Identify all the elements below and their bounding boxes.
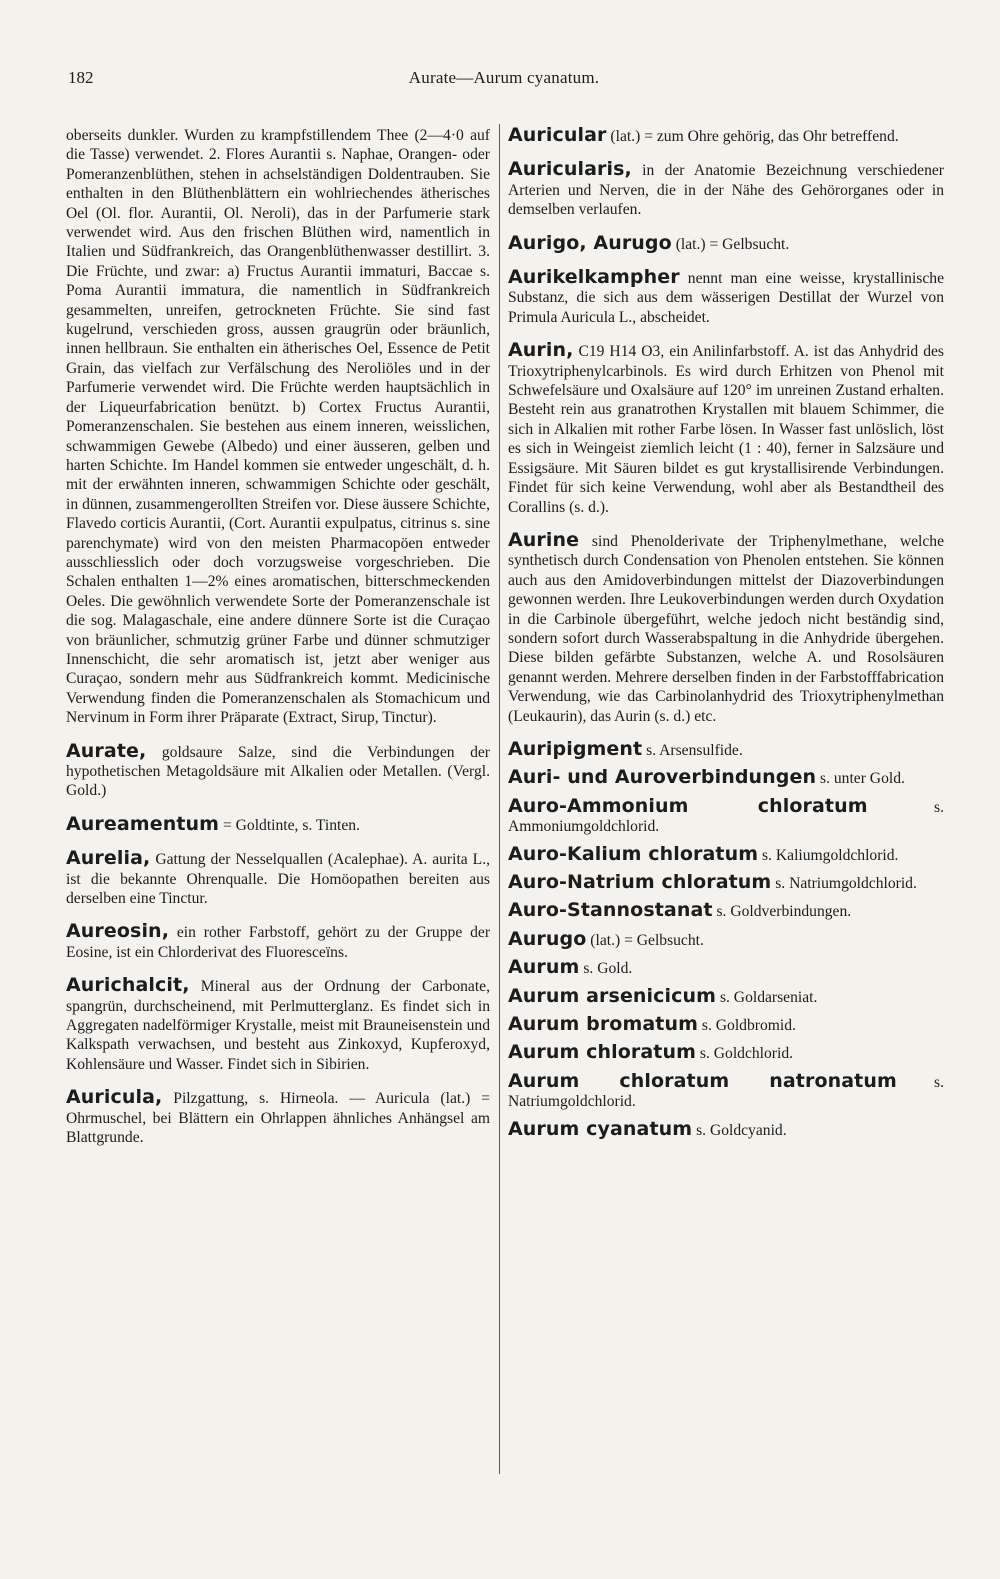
column-divider xyxy=(499,124,500,1474)
entry-aurum-bromatum xyxy=(508,1015,944,1035)
entry-auri-auroverbindungen xyxy=(508,768,944,788)
headword: Auricula, xyxy=(66,1086,163,1109)
entry-aurum-chloratum-natronatum xyxy=(508,1069,944,1112)
entry-text: s. Goldbromid. xyxy=(701,1017,796,1035)
page-header xyxy=(68,68,940,98)
headword: Aurum chloratum xyxy=(508,1041,696,1064)
entry-auricular xyxy=(508,126,944,146)
entry-text: s. Gold. xyxy=(583,960,633,978)
entry-text: Mineral aus der Ordnung der Carbonate, spangrün, durchscheinend, mit Perlmutterglanz. Es findet sich in Aggregaten nadelförmiger Krystalle, meist mit Brauneisenstein und Kalkspath verwachsen, und besteht aus Zinkoxyd, Kupferoxyd, Kohlensäure und Wasser. Findet sich in Sibirien. xyxy=(66,978,490,1073)
entry-text: C19 H14 O3, ein Anilinfarbstoff. A. ist das Anhydrid des Trioxytriphenylcarbinols. Es wird durch Erhitzen von Phenol mit Schwefelsäure und Oxalsäure auf 120° im unreinen Zustand erhalten. Besteht rein aus granatrothen Krystallen mit blauem Schimmer, die sich in Alkalien mit rother Farbe lösen. In Wasser fast unlöslich, löst es sich in Weingeist ziemlich leicht (1 : 40), ferner in Salzsäure und Essigsäure. Mit Säuren bildet es gut krystallisirende Verbindungen. Findet für sich keine Verwendung, wohl aber als Bestandtheil des Corallins (s. d.). xyxy=(508,343,944,516)
headword: Aurum bromatum xyxy=(508,1013,698,1036)
entry-aurum-arsenicicum xyxy=(508,984,944,1007)
headword: Auripigment xyxy=(508,737,643,760)
headword: Aurugo xyxy=(508,927,587,950)
entry-auro-stannostanat xyxy=(508,901,944,921)
entry-text: nennt man eine weisse, krystallinische Substanz, die sich aus dem wässerigen Destillat der Wurzel von Primula Auricula L., abscheidet. xyxy=(508,270,944,326)
entry-text: s. Goldchlorid. xyxy=(699,1045,794,1063)
entry-text: Pilzgattung, s. Hirneola. — Auricula (lat.) = Ohrmuschel, bei Blättern ein Ohrlappen ähnliches Anhängsel am Blattgrunde. xyxy=(66,1090,490,1147)
entry-aurum xyxy=(508,958,944,978)
entry-aurichalcit xyxy=(66,976,490,1074)
entry-auro-ammonium xyxy=(508,794,944,837)
entry-text: sind Phenolderivate der Triphenylmethane, welche synthetisch durch Condensation von Phenolen entstehen. Sie können auch aus den Amidoverbindungen mittelst der Diazoverbindungen gewonnen werden. Ihre Leukoverbindungen werden durch Oxydation in die Carbinole übergeführt, welche jedoch nicht beständig sind, sondern sofort durch Wasserabspaltung in die Anhydride übergehen. Diese bilden gefärbte Substanzen, welche A. und Rosolsäuren genannt werden. Mehrere derselben finden in der Farbstofffabrication Verwendung, wie das Carbinolanhydrid des Trioxytriphenylmethan (Leukaurin), das Aurin (s. d.) etc. xyxy=(508,532,944,725)
page-number: 182 xyxy=(68,68,94,87)
entry-text: s. Kaliumgoldchlorid. xyxy=(762,846,899,864)
headword: Auro-Stannostanat xyxy=(508,899,713,922)
entry-aurine xyxy=(508,528,944,726)
entry-text: in der Anatomie Bezeichnung verschiedener Arterien und Nerven, die in der Nähe des Gehörorganes oder in demselben verlaufen. xyxy=(508,162,944,219)
entry-text: s. Goldcyanid. xyxy=(696,1121,787,1139)
headword: Auri- und Auroverbindungen xyxy=(508,766,817,789)
headword: Aurine xyxy=(508,528,580,551)
headword: Auricular xyxy=(508,124,607,146)
entry-text: s. Natriumgoldchlorid. xyxy=(508,1073,944,1111)
headword: Aurum chloratum natronatum xyxy=(508,1069,897,1092)
entry-auro-kalium xyxy=(508,842,944,865)
headword: Aurichalcit, xyxy=(66,974,190,997)
headword: Aurate, xyxy=(66,739,147,762)
entry-auro-natrium xyxy=(508,873,944,893)
entry-aurelia xyxy=(66,849,490,908)
headword: Aurikelkampher xyxy=(508,266,680,289)
entry-text: = Goldtinte, s. Tinten. xyxy=(222,816,360,834)
entry-text: s. unter Gold. xyxy=(820,770,905,788)
entry-text: (lat.) = Gelbsucht. xyxy=(590,931,704,949)
entry-aurigo xyxy=(508,231,944,254)
entry-aurugo xyxy=(508,927,944,950)
headword: Auro-Natrium chloratum xyxy=(508,871,772,893)
entry-text: s. Natriumgoldchlorid. xyxy=(775,875,917,892)
entry-aurikelkampher xyxy=(508,268,944,327)
entry-text: (lat.) = zum Ohre gehörig, das Ohr betreffend. xyxy=(610,128,899,145)
headword: Aurum cyanatum xyxy=(508,1117,693,1140)
headword: Aurum arsenicicum xyxy=(508,984,717,1007)
entry-text: s. Goldverbindungen. xyxy=(716,903,852,921)
entry-auripigment xyxy=(508,737,944,760)
headword: Aureamentum xyxy=(66,812,220,835)
entry-aurantium-continued xyxy=(66,126,490,728)
entry-text: s. Arsensulfide. xyxy=(646,741,743,759)
entry-aurum-cyanatum xyxy=(508,1117,944,1140)
headword: Auro-Kalium chloratum xyxy=(508,842,759,865)
entry-text: s. Ammoniumgoldchlorid. xyxy=(508,798,944,836)
entry-aureosin xyxy=(66,922,490,962)
left-column xyxy=(66,126,490,1162)
headword: Aurum xyxy=(508,956,580,979)
entry-text: Gattung der Nesselquallen (Acalephae). A. aurita L., ist die bekannte Ohrenqualle. Die Homöopathen bereiten aus derselben eine Tinctur. xyxy=(66,851,490,908)
entry-aurum-chloratum xyxy=(508,1043,944,1063)
entry-auricula xyxy=(66,1088,490,1147)
entry-aureamentum xyxy=(66,812,490,835)
entry-aurin xyxy=(508,341,944,517)
headword: Auro-Ammonium chloratum xyxy=(508,794,868,817)
entry-text: oberseits dunkler. Wurden zu krampfstillendem Thee (2—4·0 auf die Tasse) verwendet. 2. Flores Aurantii s. Naphae, Orangen- oder Pomeranzenblüthen, stehen in achselständigen Doldentrauben. Sie enthalten in den Blüthenblättern ein wohlriechendes ätherisches Oel (Ol. flor. Aurantii, Ol. Neroli), das in der Parfumerie stark verwendet wird. Aus den frischen Blüthen wird, namentlich in Italien und Südfrankreich, das Orangenblüthenwasser destillirt. 3. Die Früchte, und zwar: a) Fructus Aurantii immaturi, Baccae s. Poma Aurantii immatura, die namentlich in Südfrankreich gesammelten, unreifen, getrockneten Früchte. Sie sind fast kugelrund, verschieden gross, aussen graugrün oder bräunlich, innen hellbraun. Sie enthalten ein ätherisches Oel, Essence de Petit Grain, das vielfach zur Verfälschung des Neroliöles und in der Parfumerie verwendet wird. Die Früchte werden hauptsächlich in der Liqueurfabrication benützt. b) Cortex Fructus Aurantii, Pomeranzenschalen. Sie bestehen aus einem inneren, weisslichen, schwammigen Gewebe (Albedo) und einer äusseren, gelben und harten Schichte. Im Handel kommen sie entweder ungeschält, d. h. mit der erwähnten inneren, schwammigen Schichte oder geschält, in dünnen, zusammengerollten Streifen vor. Diese äussere Schichte, Flavedo corticis Aurantii, (Cort. Aurantii expulpatus, citrinus s. sine parenchymate) wird von den meisten Pharmacopöen entweder ausschliesslich oder doch vorzugsweise vorgeschrieben. Die Schalen enthalten 1—2% eines aromatischen, bitterschmeckenden Oeles. Die gewöhnlich verwendete Sorte der Pomeranzenschale ist die sog. Malagaschale, eine andere dünnere Sorte ist die Curaçao von bräunlicher, schmutzig grüner Farbe und dünner schmutziger Innenschicht, die sehr aromatisch ist, jetzt aber weniger aus Curaçao, sondern mehr aus Südfrankreich kommt. Medicinische Verwendung finden die Pomeranzenschalen als Stomachicum und Nervinum in Form ihrer Präparate (Extract, Sirup, Tinctur). xyxy=(66,127,490,727)
entry-text: (lat.) = Gelbsucht. xyxy=(675,235,790,253)
entry-aurate xyxy=(66,739,490,801)
headword: Auricularis, xyxy=(508,158,632,181)
entry-text: goldsaure Salze, sind die Verbindungen der hypothetischen Metagoldsäure mit Alkalien oder Metallen. (Vergl. Gold.) xyxy=(66,743,490,800)
headword: Aureosin, xyxy=(66,920,170,943)
headword: Aurigo, Aurugo xyxy=(508,231,672,254)
running-title: Aurate—Aurum cyanatum. xyxy=(408,68,600,87)
entry-auricularis xyxy=(508,160,944,219)
headword: Aurelia, xyxy=(66,847,151,870)
entry-text: ein rother Farbstoff, gehört zu der Gruppe der Eosine, ist ein Chlorderivat des Fluoresceïns. xyxy=(66,924,491,961)
right-column xyxy=(508,126,944,1148)
headword: Aurin, xyxy=(508,339,574,362)
entry-text: s. Goldarseniat. xyxy=(719,988,818,1006)
